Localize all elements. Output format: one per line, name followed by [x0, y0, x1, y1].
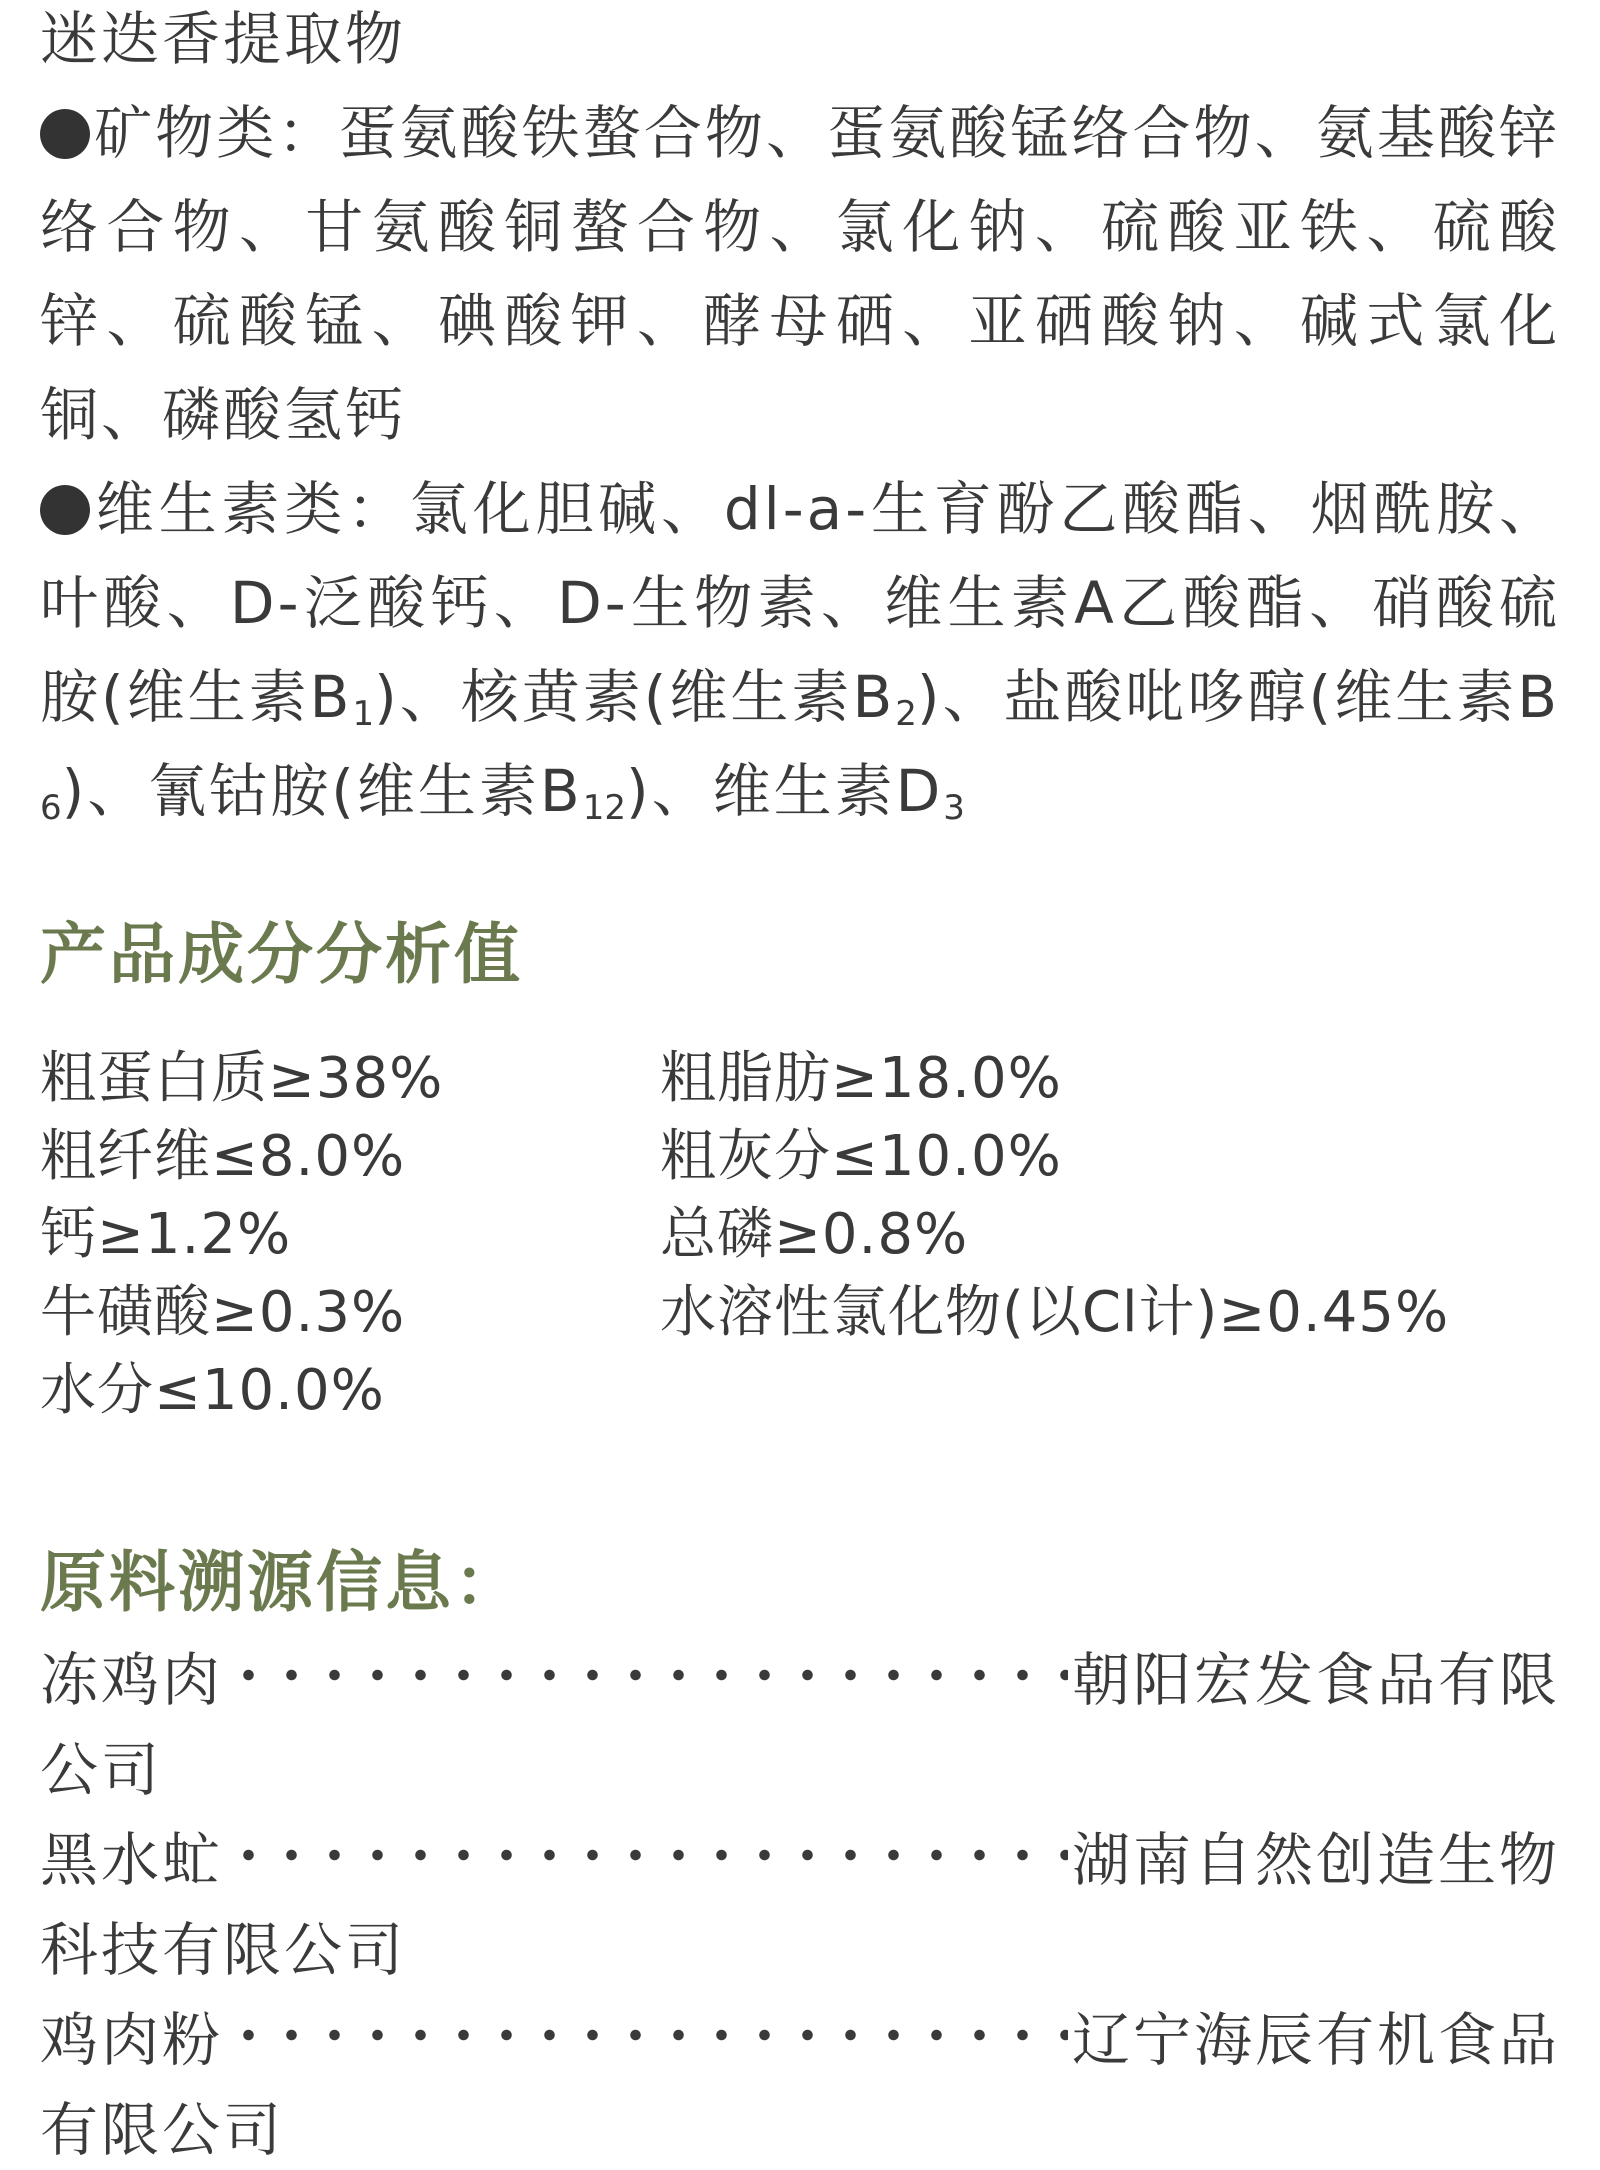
- source-material: 鸡肉粉: [40, 2006, 224, 2074]
- analysis-value: 粗蛋白质≥38%: [40, 1046, 444, 1111]
- vitamins-label: 维生素类：: [94, 475, 410, 543]
- source-supplier: 湖南自然创造生物: [1071, 1826, 1560, 1894]
- analysis-value: 总磷≥0.8%: [660, 1202, 969, 1267]
- analysis-value: 水溶性氯化物(以Cl计)≥0.45%: [660, 1280, 1450, 1345]
- source-supplier-cont: 有限公司: [40, 2096, 285, 2164]
- source-supplier: 辽宁海辰有机食品: [1071, 2006, 1560, 2074]
- dot-leader: [227, 1849, 1068, 1861]
- analysis-value: 钙≥1.2%: [40, 1202, 292, 1267]
- analysis-row: [40, 1269, 1560, 1347]
- source-item: [40, 1810, 1560, 1990]
- analysis-row: [40, 1191, 1560, 1269]
- ingredient-line-rosemary: 迷迭香提取物: [40, 5, 407, 73]
- minerals-paragraph: [40, 86, 1560, 462]
- analysis-title: 产品成分分析值: [40, 916, 523, 993]
- vitamin-subscript: 12: [582, 788, 626, 828]
- ingredients-section: [40, 0, 1560, 838]
- vitamins-text-1: 氯化胆碱、dl-a-生育酚乙酸酯、烟酰胺、叶酸、D-泛酸钙、D-生物素、维生素A乙酸酯、硝酸硫胺(维生素B: [40, 475, 1560, 731]
- analysis-value: 粗灰分≤10.0%: [660, 1124, 1062, 1189]
- vitamin-subscript: 6: [40, 788, 62, 828]
- vitamins-text-3: )、盐酸吡哆醇(维生素B: [916, 663, 1561, 731]
- source-item: [40, 1630, 1560, 1810]
- analysis-table: [40, 1035, 1560, 1425]
- vitamin-subscript: 2: [895, 694, 917, 734]
- source-item: [40, 1990, 1560, 2170]
- minerals-label: 矿物类：: [94, 99, 339, 167]
- analysis-value: 水分≤10.0%: [40, 1358, 385, 1423]
- source-supplier-cont: 公司: [40, 1736, 163, 1804]
- analysis-row: [40, 1113, 1560, 1191]
- analysis-row: [40, 1035, 1560, 1113]
- sources-title: 原料溯源信息：: [40, 1544, 523, 1621]
- bullet-icon: [40, 109, 90, 159]
- source-material: 黑水虻: [40, 1826, 224, 1894]
- dot-leader: [227, 1669, 1068, 1681]
- vitamins-paragraph: [40, 462, 1560, 838]
- source-supplier-cont: 科技有限公司: [40, 1916, 407, 1984]
- analysis-value: 粗脂肪≥18.0%: [660, 1046, 1062, 1111]
- vitamins-text-4: )、氰钴胺(维生素B: [61, 757, 583, 825]
- vitamin-subscript: 1: [352, 694, 375, 734]
- analysis-value: 粗纤维≤8.0%: [40, 1124, 406, 1189]
- vitamins-text-5: )、维生素D: [625, 757, 944, 825]
- vitamins-text-2: )、核黄素(维生素B: [374, 663, 896, 731]
- analysis-row: [40, 1347, 1560, 1425]
- sources-list: [40, 1630, 1560, 2170]
- bullet-icon: [40, 485, 90, 535]
- minerals-text: 蛋氨酸铁螯合物、蛋氨酸锰络合物、氨基酸锌络合物、甘氨酸铜螯合物、氯化钠、硫酸亚铁、硫酸锌、硫酸锰、碘酸钾、酵母硒、亚硒酸钠、碱式氯化铜、磷酸氢钙: [40, 99, 1560, 449]
- source-material: 冻鸡肉: [40, 1646, 224, 1714]
- analysis-value: 牛磺酸≥0.3%: [40, 1280, 406, 1345]
- dot-leader: [227, 2029, 1068, 2041]
- vitamin-subscript: 3: [943, 788, 965, 828]
- source-supplier: 朝阳宏发食品有限: [1071, 1646, 1560, 1714]
